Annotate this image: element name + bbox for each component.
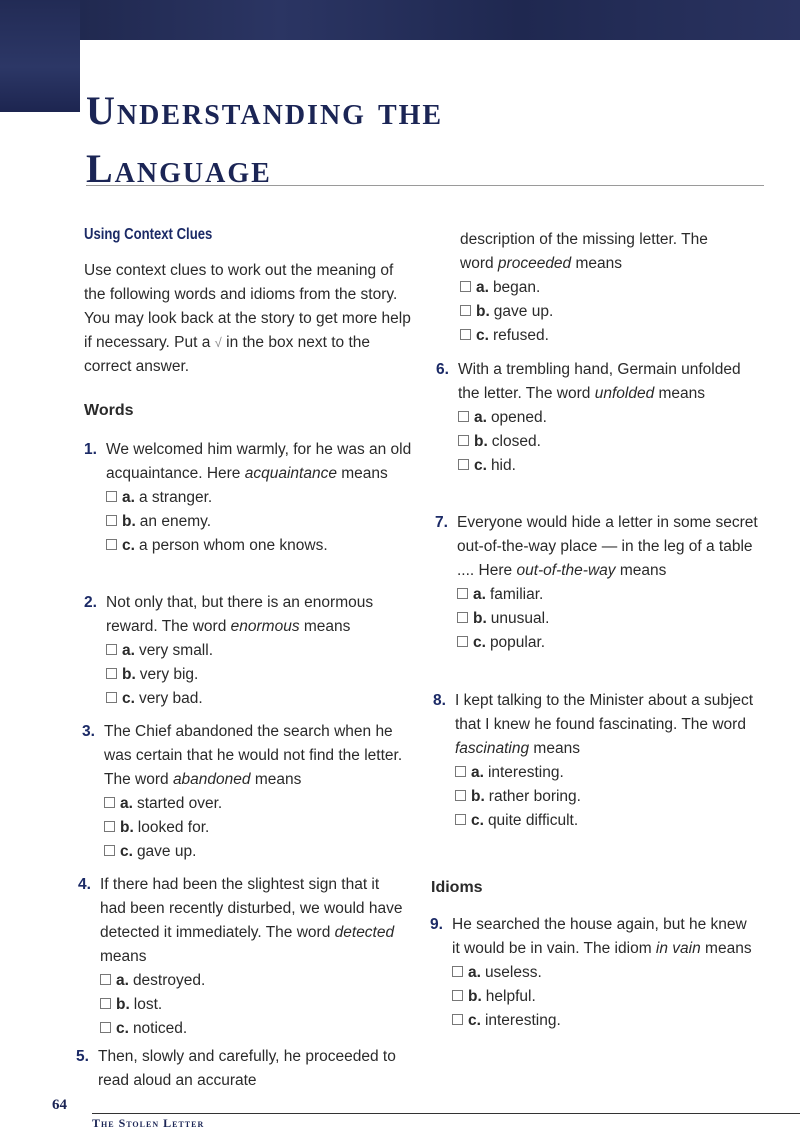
checkbox-icon[interactable] [458,459,469,470]
question-8 [433,689,758,833]
question-text: The Chief abandoned the search when he was certain that he would not find the letter. The word [104,723,403,788]
checkbox-icon[interactable] [452,990,463,1001]
question-text: Everyone would hide a letter in some secret out-of-the-way place — in the leg of a table .... Here [457,514,758,579]
question-key-term: proceeded [497,255,572,272]
option-b[interactable]: b. very big. [106,663,414,687]
question-9 [430,913,755,1033]
title-line-2: Language [86,146,272,191]
question-text: Not only that, but there is an enormous reward. The word [106,594,374,635]
checkbox-icon[interactable] [458,411,469,422]
option-c[interactable]: c. gave up. [104,840,412,864]
option-a[interactable]: a. destroyed. [100,969,408,993]
words-heading: Words [84,402,134,419]
option-a[interactable]: a. useless. [452,961,755,985]
question-key-term: unfolded [594,385,655,402]
checkbox-icon[interactable] [457,612,468,623]
question-text: We welcomed him warmly, for he was an old acquaintance. Here [106,441,412,482]
checkbox-icon[interactable] [452,1014,463,1025]
question-4 [78,873,408,1041]
checkbox-icon[interactable] [457,636,468,647]
intro-text-after: in the box next to the correct answer. [84,334,371,375]
question-3 [82,720,412,864]
question-text-end: means [100,948,147,965]
option-b[interactable]: b. lost. [100,993,408,1017]
question-key-term: detected [334,924,395,941]
checkbox-icon[interactable] [452,966,463,977]
option-c[interactable]: c. popular. [457,631,760,655]
question-key-term: out-of-the-way [516,562,616,579]
option-c[interactable]: c. interesting. [452,1009,755,1033]
question-text: I kept talking to the Minister about a subject that I knew he found fascinating. The word [455,692,754,733]
option-c[interactable]: c. very bad. [106,687,414,711]
checkbox-icon[interactable] [106,668,117,679]
question-number: 9. [430,916,443,933]
checkbox-icon[interactable] [104,845,115,856]
question-key-term: fascinating [455,740,530,757]
question-text-end: means [341,465,388,482]
question-number: 3. [82,723,95,740]
question-text: Then, slowly and carefully, he proceeded to read aloud an accurate [98,1048,396,1089]
checkbox-icon[interactable] [457,588,468,599]
option-b[interactable]: b. an enemy. [106,510,414,534]
option-b[interactable]: b. gave up. [460,300,708,324]
question-text-end: means [303,618,351,635]
option-c[interactable]: c. quite difficult. [455,809,758,833]
page-title [86,82,443,198]
page-number: 64 [52,1097,67,1113]
intro-text-before: Use context clues to work out the meaning of the following words and idioms from the story. You may look back at the story to get more help if necessary. Put a [84,262,411,351]
top-decorative-band [0,0,800,40]
option-c[interactable]: c. refused. [460,324,708,348]
question-key-term: abandoned [172,771,251,788]
question-key-term: enormous [230,618,300,635]
option-b[interactable]: b. helpful. [452,985,755,1009]
option-a[interactable]: a. started over. [104,792,412,816]
option-a[interactable]: a. familiar. [457,583,760,607]
checkbox-icon[interactable] [460,281,471,292]
option-a[interactable]: a. began. [460,276,708,300]
question-text-end: means [619,562,667,579]
option-b[interactable]: b. unusual. [457,607,760,631]
question-text-end: means [658,385,706,402]
footer-divider [92,1113,800,1114]
title-line-1: Understanding the [86,88,444,133]
section-heading: Using Context Clues [84,226,213,243]
option-c[interactable]: c. hid. [458,454,761,478]
option-c[interactable]: c. a person whom one knows. [106,534,414,558]
question-1 [84,438,414,558]
idioms-heading: Idioms [431,879,483,896]
question-5 [76,1045,406,1093]
question-7 [435,511,760,655]
check-mark-icon: √ [214,335,222,350]
checkbox-icon[interactable] [455,814,466,825]
question-number: 5. [76,1048,89,1065]
checkbox-icon[interactable] [100,1022,111,1033]
question-text: With a trembling hand, Germain unfolded the letter. The word [458,361,741,402]
option-a[interactable]: a. a stranger. [106,486,414,510]
question-text: If there had been the slightest sign that it had been recently disturbed, we would have detected it immediately. The word [100,876,403,941]
question-6 [436,358,761,478]
question-number: 2. [84,594,97,611]
question-2 [84,591,414,711]
checkbox-icon[interactable] [106,644,117,655]
option-b[interactable]: b. rather boring. [455,785,758,809]
question-text-end: means [533,740,580,757]
option-a[interactable]: a. opened. [458,406,761,430]
question-number: 1. [84,441,97,458]
checkbox-icon[interactable] [104,821,115,832]
checkbox-icon[interactable] [106,515,117,526]
checkbox-icon[interactable] [104,797,115,808]
option-a[interactable]: a. interesting. [455,761,758,785]
checkbox-icon[interactable] [460,305,471,316]
option-b[interactable]: b. closed. [458,430,761,454]
question-text: He searched the house again, but he knew it would be in vain. The idiom [452,916,747,957]
question-key-term: in vain [655,940,701,957]
option-b[interactable]: b. looked for. [104,816,412,840]
checkbox-icon[interactable] [106,539,117,550]
checkbox-icon[interactable] [106,692,117,703]
footer-book-title: The Stolen Letter [92,1116,205,1130]
checkbox-icon[interactable] [460,329,471,340]
checkbox-icon[interactable] [100,998,111,1009]
question-number: 6. [436,361,449,378]
question-number: 4. [78,876,91,893]
intro-paragraph [84,259,414,379]
option-a[interactable]: a. very small. [106,639,414,663]
checkbox-icon[interactable] [100,974,111,985]
question-text-end: means [705,940,752,957]
question-number: 8. [433,692,446,709]
q5-cont-line-1: description of the missing letter. The [460,231,708,248]
checkbox-icon[interactable] [458,435,469,446]
checkbox-icon[interactable] [455,790,466,801]
option-c[interactable]: c. noticed. [100,1017,408,1041]
question-5-continued: description of the missing letter. The word proceeded means a. began. b. gave up. c. refused. [460,228,708,348]
title-divider [86,185,764,186]
question-text-end: means [254,771,302,788]
question-key-term: acquaintance [244,465,337,482]
question-number: 7. [435,514,448,531]
checkbox-icon[interactable] [455,766,466,777]
checkbox-icon[interactable] [106,491,117,502]
side-decorative-band [0,0,80,112]
